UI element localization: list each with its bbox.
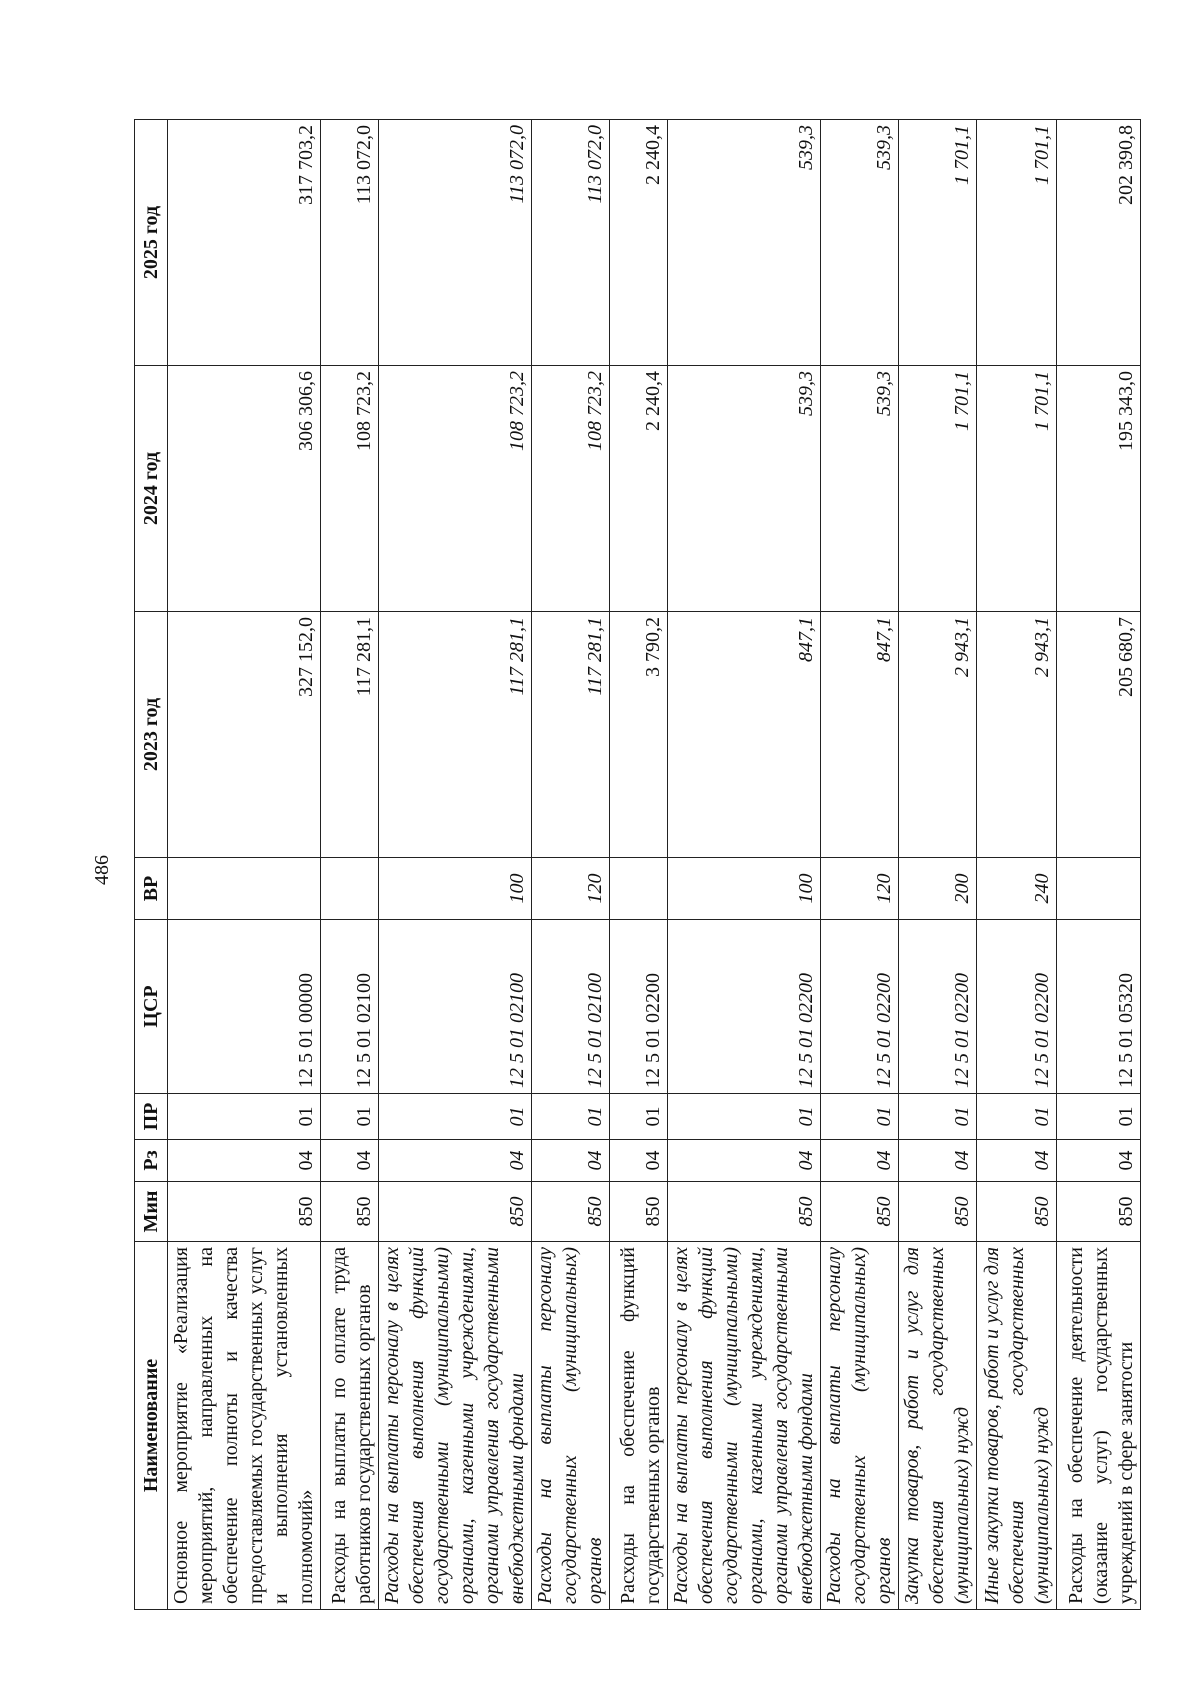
row-name: Иные закупки товаров, работ и услуг для обеспечения государственных (муниципальных) нужд [977, 1242, 1057, 1610]
row-vr: 100 [379, 858, 532, 920]
table-row [532, 120, 610, 1610]
row-min: 850 [899, 1182, 977, 1242]
row-min: 850 [168, 1182, 321, 1242]
budget-table [134, 119, 1141, 1610]
row-pr: 01 [321, 1094, 379, 1140]
row-vr [610, 858, 668, 920]
row-csr: 12 5 01 02100 [532, 920, 610, 1094]
row-2023: 3 790,2 [610, 612, 668, 858]
row-2025: 1 701,1 [977, 120, 1057, 366]
row-2025: 202 390,8 [1057, 120, 1141, 366]
table-row [668, 120, 821, 1610]
row-csr: 12 5 01 00000 [168, 920, 321, 1094]
row-2023: 847,1 [821, 612, 899, 858]
row-vr: 120 [532, 858, 610, 920]
table-row [977, 120, 1057, 1610]
header-2024: 2024 год [135, 366, 168, 612]
header-csr: ЦСР [135, 920, 168, 1094]
row-2024: 306 306,6 [168, 366, 321, 612]
row-2023: 2 943,1 [977, 612, 1057, 858]
row-name: Основное мероприятие «Реализация мероприятий, направленных на обеспечение полноты и качества предоставляемых государственных услуг и выполнения установленных полномочий» [168, 1242, 321, 1610]
row-pr: 01 [668, 1094, 821, 1140]
row-vr: 200 [899, 858, 977, 920]
row-2025: 2 240,4 [610, 120, 668, 366]
header-pr: ПР [135, 1094, 168, 1140]
row-csr: 12 5 01 02200 [977, 920, 1057, 1094]
row-2025: 113 072,0 [379, 120, 532, 366]
table-row [899, 120, 977, 1610]
table-row [379, 120, 532, 1610]
row-name: Расходы на выплаты персоналу государственных (муниципальных) органов [532, 1242, 610, 1610]
row-2023: 117 281,1 [532, 612, 610, 858]
row-pr: 01 [532, 1094, 610, 1140]
row-rz: 04 [977, 1140, 1057, 1182]
header-min: Мин [135, 1182, 168, 1242]
row-rz: 04 [321, 1140, 379, 1182]
row-csr: 12 5 01 02100 [379, 920, 532, 1094]
row-2023: 847,1 [668, 612, 821, 858]
row-name: Расходы на выплаты персоналу в целях обеспечения выполнения функций государственными (муниципальными) органами, казенными учреждениями, органами управления государственными внебюджетными фондами [379, 1242, 532, 1610]
row-name: Расходы на выплаты по оплате труда работников государственных органов [321, 1242, 379, 1610]
row-2025: 317 703,2 [168, 120, 321, 366]
row-2023: 327 152,0 [168, 612, 321, 858]
header-rz: Рз [135, 1140, 168, 1182]
row-2024: 195 343,0 [1057, 366, 1141, 612]
table-header-row [135, 120, 168, 1610]
row-2023: 117 281,1 [321, 612, 379, 858]
row-2025: 539,3 [668, 120, 821, 366]
header-2023: 2023 год [135, 612, 168, 858]
row-2024: 108 723,2 [379, 366, 532, 612]
row-rz: 04 [668, 1140, 821, 1182]
row-2024: 539,3 [821, 366, 899, 612]
row-name: Расходы на обеспечение деятельности (оказание услуг) государственных учреждений в сфере занятости [1057, 1242, 1141, 1610]
row-min: 850 [610, 1182, 668, 1242]
row-pr: 01 [168, 1094, 321, 1140]
header-2025: 2025 год [135, 120, 168, 366]
row-rz: 04 [168, 1140, 321, 1182]
table-row [168, 120, 321, 1610]
row-rz: 04 [610, 1140, 668, 1182]
row-rz: 04 [821, 1140, 899, 1182]
row-rz: 04 [899, 1140, 977, 1182]
row-2025: 113 072,0 [532, 120, 610, 366]
row-vr: 240 [977, 858, 1057, 920]
row-2025: 113 072,0 [321, 120, 379, 366]
row-vr [321, 858, 379, 920]
row-name: Расходы на выплаты персоналу в целях обеспечения выполнения функций государственными (муниципальными) органами, казенными учреждениями, органами управления государственными внебюджетными фондами [668, 1242, 821, 1610]
table-row [321, 120, 379, 1610]
row-2025: 539,3 [821, 120, 899, 366]
row-vr [1057, 858, 1141, 920]
row-min: 850 [321, 1182, 379, 1242]
row-csr: 12 5 01 02100 [321, 920, 379, 1094]
row-2023: 205 680,7 [1057, 612, 1141, 858]
table-row [610, 120, 668, 1610]
row-2024: 539,3 [668, 366, 821, 612]
row-csr: 12 5 01 02200 [610, 920, 668, 1094]
row-pr: 01 [977, 1094, 1057, 1140]
row-2025: 1 701,1 [899, 120, 977, 366]
row-min: 850 [668, 1182, 821, 1242]
page-number: 486 [91, 855, 113, 885]
row-vr [168, 858, 321, 920]
table-row [821, 120, 899, 1610]
row-vr: 100 [668, 858, 821, 920]
row-name: Расходы на обеспечение функций государственных органов [610, 1242, 668, 1610]
row-vr: 120 [821, 858, 899, 920]
row-pr: 01 [610, 1094, 668, 1140]
row-min: 850 [1057, 1182, 1141, 1242]
row-2024: 108 723,2 [532, 366, 610, 612]
row-pr: 01 [899, 1094, 977, 1140]
header-name: Наименование [135, 1242, 168, 1610]
row-csr: 12 5 01 05320 [1057, 920, 1141, 1094]
header-vr: ВР [135, 858, 168, 920]
row-2024: 2 240,4 [610, 366, 668, 612]
row-pr: 01 [821, 1094, 899, 1140]
row-min: 850 [379, 1182, 532, 1242]
row-2023: 117 281,1 [379, 612, 532, 858]
row-pr: 01 [379, 1094, 532, 1140]
row-csr: 12 5 01 02200 [821, 920, 899, 1094]
row-csr: 12 5 01 02200 [668, 920, 821, 1094]
row-rz: 04 [1057, 1140, 1141, 1182]
row-name: Закупка товаров, работ и услуг для обеспечения государственных (муниципальных) нужд [899, 1242, 977, 1610]
row-2024: 108 723,2 [321, 366, 379, 612]
row-2024: 1 701,1 [977, 366, 1057, 612]
row-2023: 2 943,1 [899, 612, 977, 858]
row-min: 850 [821, 1182, 899, 1242]
row-2024: 1 701,1 [899, 366, 977, 612]
row-name: Расходы на выплаты персоналу государственных (муниципальных) органов [821, 1242, 899, 1610]
row-min: 850 [532, 1182, 610, 1242]
table-row [1057, 120, 1141, 1610]
row-pr: 01 [1057, 1094, 1141, 1140]
row-rz: 04 [532, 1140, 610, 1182]
row-csr: 12 5 01 02200 [899, 920, 977, 1094]
row-min: 850 [977, 1182, 1057, 1242]
rotated-table-container [134, 120, 1137, 1610]
row-rz: 04 [379, 1140, 532, 1182]
